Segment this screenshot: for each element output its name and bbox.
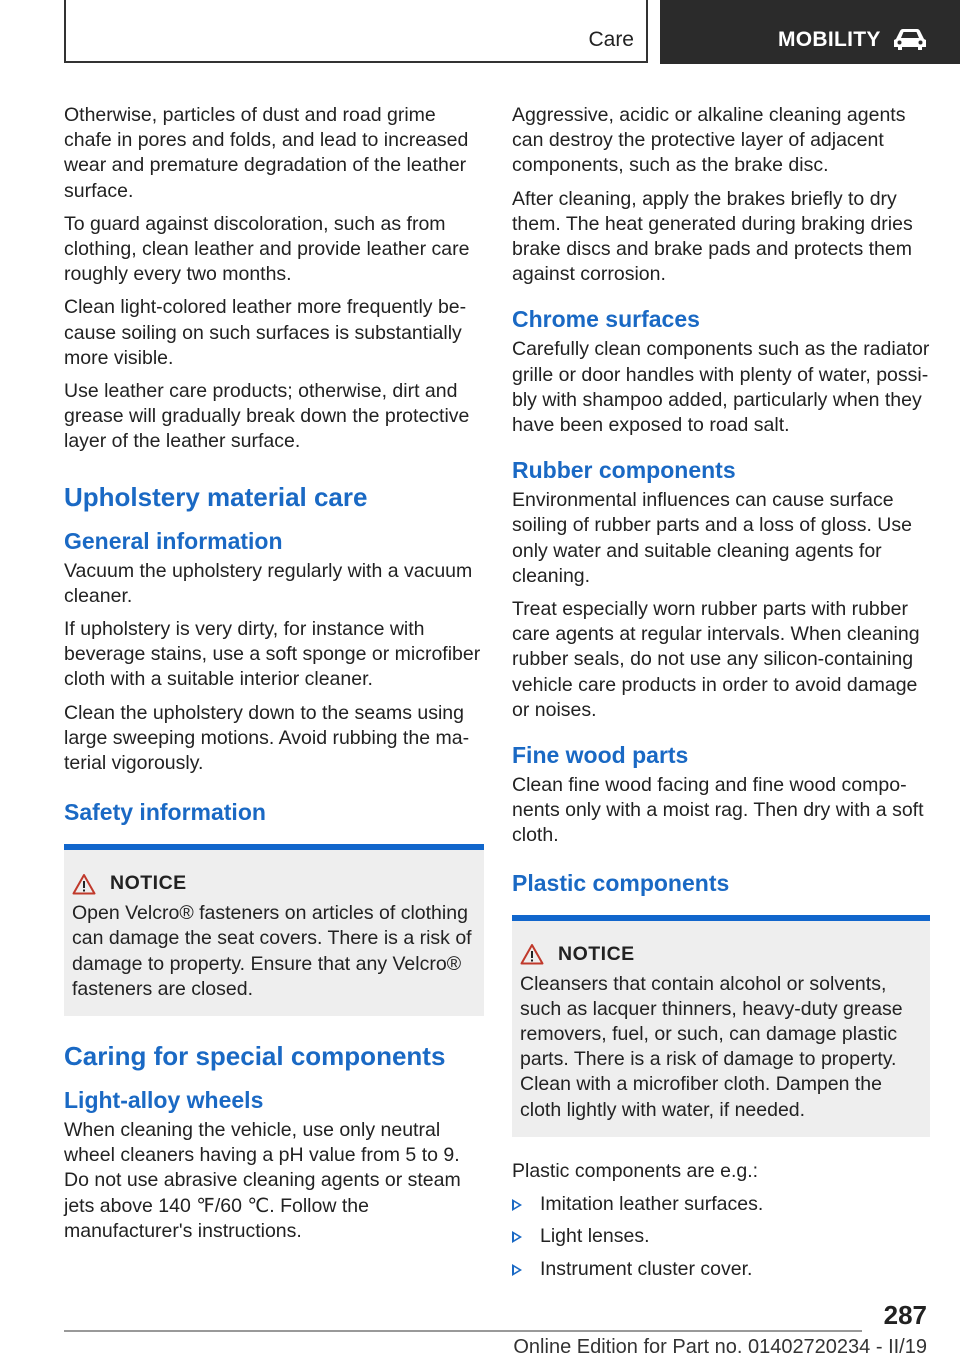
paragraph: Otherwise, particles of dust and road grime chafe in pores and folds, and lead to increased wear and premature degradation of the leather surface. xyxy=(64,104,469,202)
heading-rubber-components: Rubber components xyxy=(512,457,736,484)
paragraph: When cleaning the vehicle, use only neutral wheel cleaners having a pH value from 5 to 9. Do not use abrasive cleaning agents or steam jets above 140 ℉/60 ℃. Follow the manufacturer's instructions. xyxy=(64,1119,461,1242)
list-item xyxy=(512,1257,930,1282)
heading-caring-for-special-components: Caring for special components xyxy=(64,1041,446,1072)
list-item-text: Instrument cluster cover. xyxy=(540,1257,753,1280)
left-column xyxy=(64,103,484,1252)
warning-icon xyxy=(72,873,96,895)
right-column xyxy=(512,103,930,1289)
heading-fine-wood-parts: Fine wood parts xyxy=(512,742,689,769)
car-icon xyxy=(893,27,927,51)
paragraph: Clean fine wood facing and fine wood components only with a moist rag. Then dry with a soft cloth. xyxy=(512,774,924,847)
heading-chrome-surfaces: Chrome surfaces xyxy=(512,306,700,333)
triangle-bullet-icon xyxy=(512,1264,522,1276)
footer-divider xyxy=(64,1330,862,1332)
heading-plastic-components: Plastic components xyxy=(512,869,730,896)
paragraph: If upholstery is very dirty, for instance with beverage stains, use a soft sponge or microfiber cloth with a suitable interior cleaner. xyxy=(64,618,481,691)
notice-box xyxy=(512,915,930,1137)
paragraph: Clean the upholstery down to the seams using large sweeping motions. Avoid rubbing the material vigorously. xyxy=(64,701,470,775)
footer-edition: Online Edition for Part no. 01402720234 - II/19 xyxy=(513,1336,927,1358)
paragraph: Environmental influences can cause surface soiling of rubber parts and a loss of gloss. Use only water and suitable cleaning agents for cleaning. xyxy=(512,489,912,587)
heading-upholstery-material-care: Upholstery material care xyxy=(64,481,368,512)
paragraph: To guard against discoloration, such as from clothing, clean leather and provide leather care roughly every two months. xyxy=(64,212,470,286)
warning-icon xyxy=(520,943,544,965)
notice-box xyxy=(64,844,484,1016)
list-item-text: Imitation leather surfaces. xyxy=(540,1193,764,1216)
heading-general-information: General information xyxy=(64,527,283,554)
paragraph: After cleaning, apply the brakes briefly to dry them. The heat generated during braking dries brake discs and brake pads and protects them against corrosion. xyxy=(512,187,913,286)
notice-text: Cleansers that contain alcohol or solvents, such as lacquer thinners, heavy-duty grease removers, fuel, or such, can damage plastic parts. There is a risk of damage to property. Clean with a microfiber cloth. Dampen the cloth lightly with water, if needed. xyxy=(520,972,903,1121)
list-item xyxy=(512,1224,930,1249)
chapter-tab xyxy=(660,0,960,64)
chapter-title: MOBILITY xyxy=(778,28,881,51)
list-item-text: Light lenses. xyxy=(540,1225,650,1248)
notice-title: NOTICE xyxy=(558,942,635,965)
bullet-list xyxy=(512,1192,930,1282)
notice-header xyxy=(72,872,476,895)
paragraph: Vacuum the upholstery regularly with a vacuum cleaner. xyxy=(64,559,473,607)
triangle-bullet-icon xyxy=(512,1199,522,1211)
heading-light-alloy-wheels: Light-alloy wheels xyxy=(64,1087,264,1114)
paragraph: Carefully clean components such as the radiator grille or door handles with plenty of water, possibly with shampoo added, particularly when they have been exposed to road salt. xyxy=(512,338,930,437)
triangle-bullet-icon xyxy=(512,1231,522,1243)
paragraph: Clean light-colored leather more frequently because soiling on such surfaces is substantially more visible. xyxy=(64,296,467,369)
paragraph: Plastic components are e.g.: xyxy=(512,1159,759,1182)
paragraph: Aggressive, acidic or alkaline cleaning agents can destroy the protective layer of adjacent components, such as the brake disc. xyxy=(512,104,906,177)
paragraph: Use leather care products; otherwise, dirt and grease will gradually break down the protective layer of the leather surface. xyxy=(64,380,470,453)
heading-safety-information: Safety information xyxy=(64,799,266,826)
page-number: 287 xyxy=(883,1300,927,1330)
notice-text: Open Velcro® fasteners on articles of clothing can damage the seat covers. There is a risk of damage to property. Ensure that any Velcro® fasteners are closed. xyxy=(72,902,472,1000)
notice-header xyxy=(520,943,922,966)
notice-title: NOTICE xyxy=(110,872,187,895)
header-section-box xyxy=(64,0,648,63)
list-item xyxy=(512,1192,930,1217)
paragraph: Treat especially worn rubber parts with rubber care agents at regular intervals. When cleaning rubber seals, do not use any silicon-containing vehicle care products in order to avoid damage or noises. xyxy=(512,598,920,721)
section-title: Care xyxy=(588,28,634,51)
